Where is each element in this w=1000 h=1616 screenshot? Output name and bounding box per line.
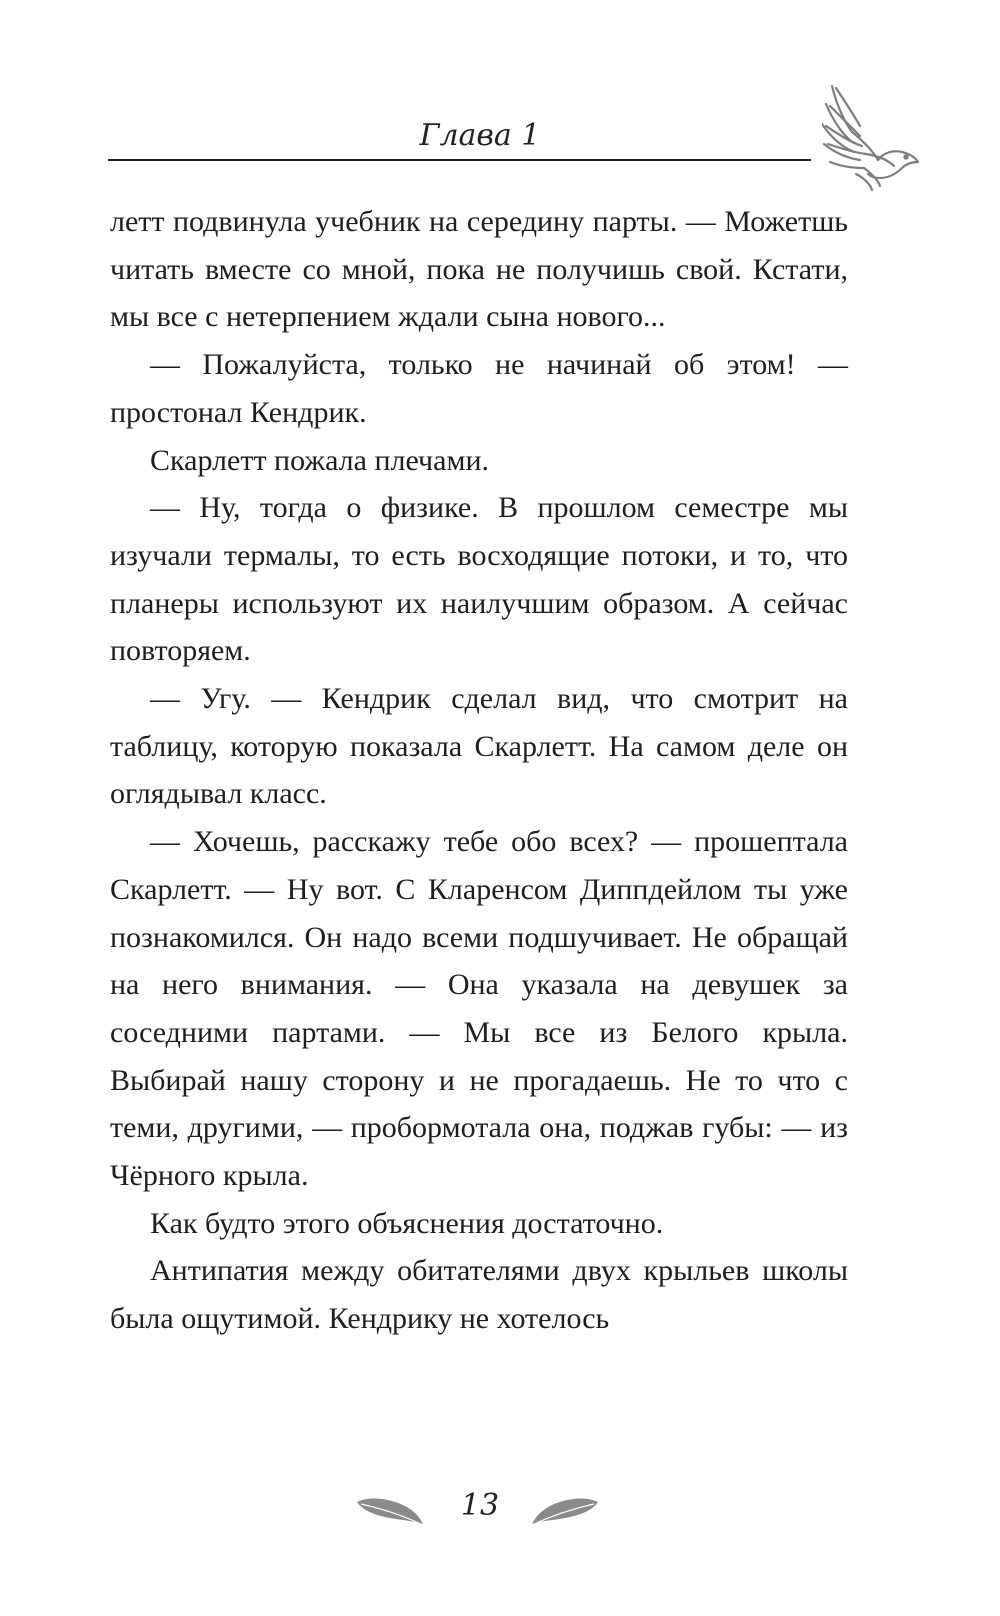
header-rule (108, 159, 811, 161)
body-text (110, 198, 848, 1343)
paragraph: Антипатия между обитателями двух крыльев школы была ощутимой. Кендрику не хотелось (110, 1254, 848, 1336)
paragraph: — Угу. — Кендрик сделал вид, что смотрит на таблицу, которую показала Скарлетт. На самом деле он оглядывал класс. (110, 682, 848, 811)
paragraph: Как будто этого объяснения достаточно. (150, 1206, 664, 1240)
paragraph: — Хочешь, расскажу тебе обо всех? — прошептала Скарлетт. — Ну вот. С Кларенсом Диппдейлом ты уже познакомился. Он надо всеми подшучивает. Не обращай на него внимания. — Она указала на девушек за соседними партами. — Мы все из Белого крыла. Выбирай нашу сторону и не прогадаешь. Не то что с теми, другими, — пробормотала она, поджав губы: — из Чёрного крыла. (110, 825, 848, 1193)
paragraph: — Ну, тогда о физике. В прошлом семестре мы изучали термалы, то есть восходящие потоки, и то, что планеры используют их наилучшим образом. А сейчас повторяем. (110, 491, 848, 668)
page-number: 13 (460, 1488, 500, 1523)
paragraph: Скарлетт пожала плечами. (150, 443, 489, 477)
feather-icon (530, 1494, 600, 1528)
chapter-title: Глава 1 (419, 118, 541, 153)
paragraph: — Пожалуйста, только не начинай об этом! — простонал Кендрик. (110, 348, 848, 429)
page-footer (0, 1486, 960, 1536)
feather-icon (355, 1494, 425, 1528)
eagle-icon (822, 82, 922, 192)
paragraph: летт подвинула учебник на середину парты. — Можетшь читать вместе со мной, пока не получишь свой. Кстати, мы все с нетерпением ждали сына нового... (110, 205, 848, 334)
